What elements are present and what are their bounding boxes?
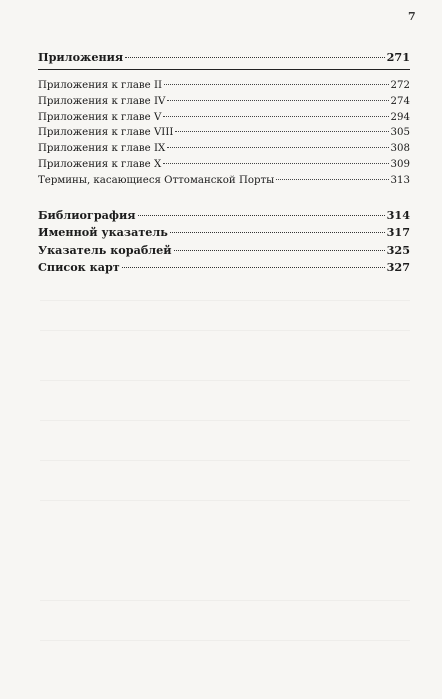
toc-entry[interactable] — [38, 110, 410, 126]
table-of-contents — [38, 48, 410, 277]
toc-entry-title: Приложения к главе IX — [38, 143, 166, 155]
toc-page-number: 313 — [390, 174, 410, 186]
dot-leader — [276, 179, 388, 180]
toc-page-number: 308 — [390, 143, 410, 155]
toc-entry[interactable] — [38, 141, 410, 157]
toc-entry-title: Именной указатель — [38, 225, 168, 240]
toc-page-number: 317 — [386, 225, 410, 240]
toc-entry-name-index[interactable] — [38, 224, 410, 242]
toc-entry-title: Приложения к главе X — [38, 158, 162, 170]
dot-leader — [167, 100, 388, 101]
toc-entry-title: Приложения к главе VIII — [38, 127, 174, 139]
show-through-line — [40, 380, 410, 381]
toc-page-number: 274 — [390, 95, 410, 107]
toc-page-number: 294 — [390, 111, 410, 123]
toc-page-number: 325 — [386, 242, 410, 257]
toc-entry-title: Указатель кораблей — [38, 242, 172, 257]
dot-leader — [175, 131, 388, 132]
dot-leader — [138, 215, 385, 216]
toc-page-number: 314 — [386, 207, 410, 222]
toc-entry[interactable] — [38, 78, 410, 94]
toc-page-number: 305 — [390, 127, 410, 139]
toc-entry-map-list[interactable] — [38, 259, 410, 277]
toc-page-number: 272 — [390, 80, 410, 91]
section-gap — [38, 189, 410, 207]
toc-entry[interactable] — [38, 125, 410, 141]
toc-entry-title: Приложения к главе II — [38, 80, 162, 91]
page-number: 7 — [408, 10, 416, 23]
dot-leader — [163, 116, 388, 117]
show-through-line — [40, 300, 410, 301]
toc-entry[interactable] — [38, 157, 410, 173]
dot-leader — [167, 147, 388, 148]
show-through-line — [40, 600, 410, 601]
dot-leader — [174, 250, 385, 251]
toc-page-number: 271 — [386, 50, 410, 64]
show-through-line — [40, 640, 410, 641]
toc-entry-title: Библиография — [38, 207, 136, 222]
show-through-line — [40, 500, 410, 501]
dot-leader — [164, 84, 389, 85]
toc-section-title: Приложения — [38, 50, 124, 64]
toc-entry-title: Термины, касающиеся Оттоманской Порты — [38, 174, 275, 186]
toc-entry-bibliography[interactable] — [38, 207, 410, 225]
toc-entry-title: Приложения к главе IV — [38, 95, 166, 107]
dot-leader — [125, 57, 384, 58]
dot-leader — [122, 267, 385, 268]
show-through-line — [40, 420, 410, 421]
toc-entry[interactable] — [38, 94, 410, 110]
section-rule — [38, 69, 410, 70]
show-through-line — [40, 330, 410, 331]
toc-entry-title: Список карт — [38, 260, 120, 275]
show-through-line — [40, 460, 410, 461]
dot-leader — [163, 163, 388, 164]
toc-page-number: 309 — [390, 158, 410, 170]
dot-leader — [170, 232, 385, 233]
toc-section-appendices[interactable] — [38, 48, 410, 66]
toc-entry[interactable] — [38, 173, 410, 189]
toc-entry-ship-index[interactable] — [38, 242, 410, 260]
toc-entry-title: Приложения к главе V — [38, 111, 162, 123]
toc-page-number: 327 — [386, 260, 410, 275]
